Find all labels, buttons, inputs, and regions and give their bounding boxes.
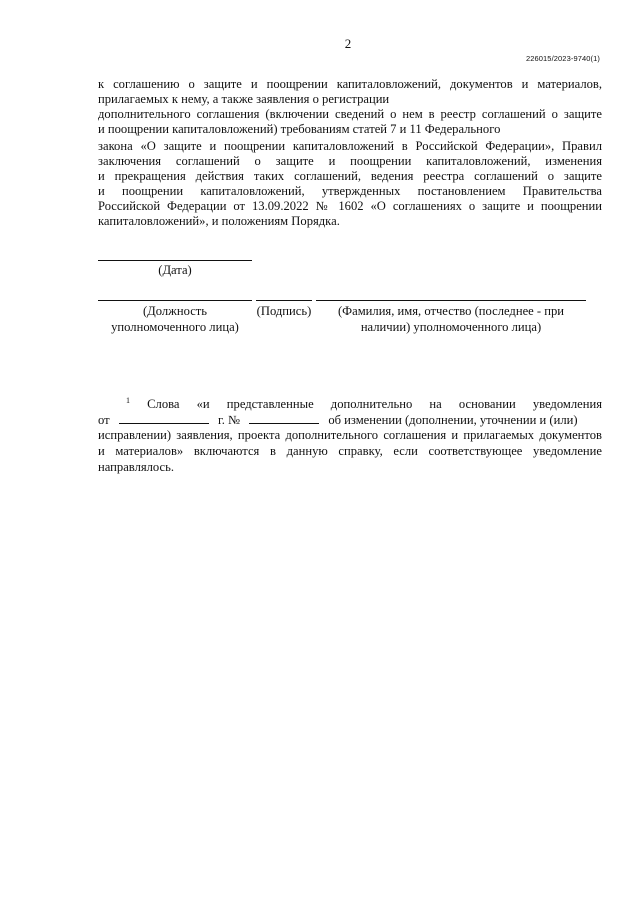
- blank-field-number: [249, 412, 319, 424]
- footnote-line: исправлении) заявления, проекта дополнительного соглашения и прилагаемых документов: [98, 428, 602, 442]
- page-number: 2: [344, 36, 352, 51]
- footnote-text: от: [98, 413, 110, 427]
- body-line: Российской Федерации от 13.09.2022 № 1602 «О соглашениях о защите и поощрении: [98, 199, 602, 213]
- date-line: [98, 260, 252, 261]
- footnote-line: направлялось.: [98, 460, 175, 474]
- blank-field-date: [119, 412, 209, 424]
- date-label: (Дата): [158, 263, 192, 277]
- position-label-cont: уполномоченного лица): [111, 320, 239, 334]
- position-line: [98, 300, 252, 301]
- body-line: капиталовложений», и положениям Порядка.: [98, 214, 340, 228]
- signature-line: [256, 300, 312, 301]
- footnote-text: об изменении (дополнении, уточнении и (или): [328, 413, 578, 427]
- name-label: (Фамилия, имя, отчество (последнее - при: [337, 304, 565, 318]
- name-line: [316, 300, 586, 301]
- footnote-mark: 1: [126, 395, 130, 405]
- body-line: заключения соглашений о защите и поощрении капиталовложений, изменения: [98, 154, 602, 168]
- footnote-text: Слова «и представленные дополнительно на основании уведомления: [147, 397, 602, 411]
- position-label: (Должность: [142, 304, 208, 318]
- footnote-line: [98, 412, 602, 427]
- footnote-line: [98, 397, 602, 412]
- body-line: дополнительного соглашения (включении сведений о нем в реестр соглашений о защите: [98, 107, 602, 121]
- name-label-cont: наличии) уполномоченного лица): [360, 320, 542, 334]
- footnote-line: и материалов» включаются в данную справку, если соответствующее уведомление: [98, 444, 602, 458]
- footnote-text: г. №: [217, 413, 241, 427]
- body-line: к соглашению о защите и поощрении капиталовложений, документов и материалов,: [98, 77, 602, 91]
- body-line: и поощрении капиталовложений) требованиям статей 7 и 11 Федерального: [98, 122, 501, 136]
- body-line: прилагаемых к нему, а также заявления о регистрации: [98, 92, 390, 106]
- document-id: 226015/2023-9740(1): [525, 54, 600, 63]
- signature-label: (Подпись): [256, 304, 312, 318]
- body-line: и прекращения действия таких соглашений, ведения реестра соглашений о защите: [98, 169, 602, 183]
- body-line: и поощрении капиталовложений, утвержденных постановлением Правительства: [98, 184, 602, 198]
- body-line: закона «О защите и поощрении капиталовложений в Российской Федерации», Правил: [98, 139, 602, 153]
